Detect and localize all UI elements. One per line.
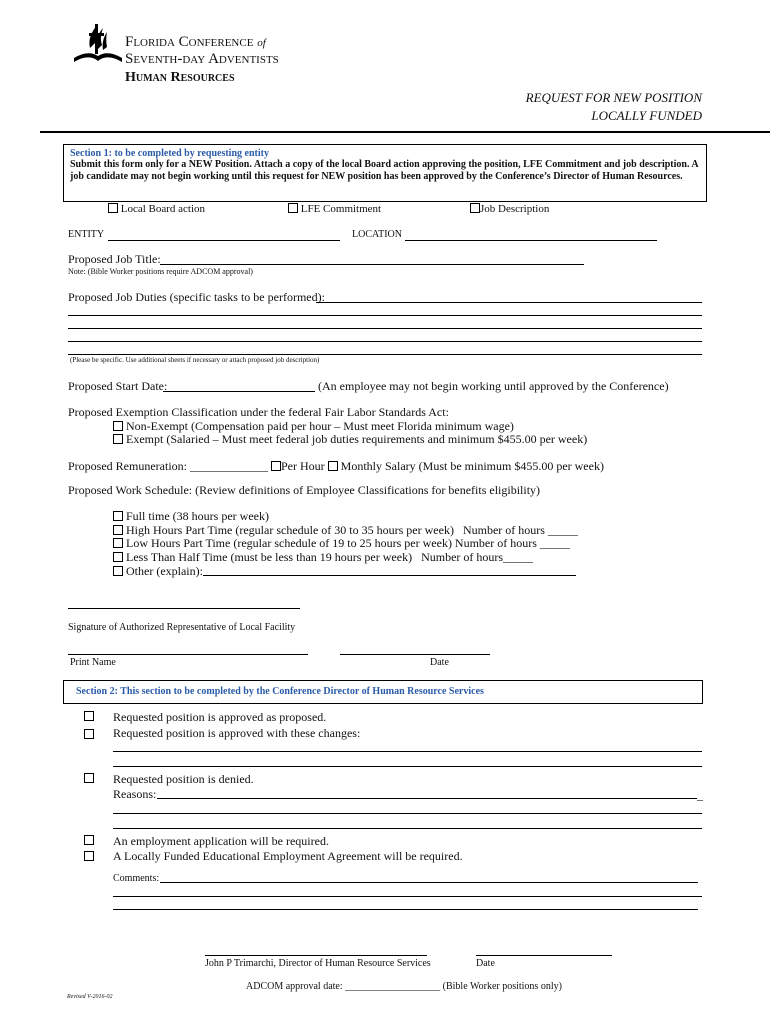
reasons-field[interactable] [157,798,697,799]
schedule-option [113,536,570,551]
print-name-field[interactable] [68,654,308,655]
duties-field[interactable] [316,302,702,303]
checkbox[interactable] [113,552,123,562]
exemption-option [113,432,587,447]
checkbox[interactable] [84,851,94,861]
start-date-note: (An employee may not begin working until approved by the Conference) [318,379,669,393]
duties-label: Proposed Job Duties (specific tasks to be performed): [68,290,325,304]
schedule-option [113,550,533,565]
reasons-tail: _ [697,788,703,802]
start-date-label: Proposed Start Date: [68,379,168,393]
header-rule [40,131,770,133]
print-name-label: Print Name [70,657,116,668]
duties-line[interactable] [68,341,702,342]
option-label: Less Than Half Time (must be less than 19 hours per week) Number of hours_____ [126,550,534,564]
date-field[interactable] [340,654,490,655]
location-label: LOCATION [352,229,402,240]
attachment-label: Job Description [480,203,550,215]
adcom-note: (Bible Worker positions only) [442,981,562,992]
checkbox[interactable] [328,461,338,471]
comments-label: Comments: [113,873,160,884]
option-label: Full time (38 hours per week) [126,509,269,523]
changes-line[interactable] [113,766,702,767]
comments-line[interactable] [113,909,698,910]
per-hour-label: Per Hour [280,459,325,473]
entity-field[interactable] [108,240,340,241]
church-logo-icon [72,22,124,68]
checkbox[interactable] [113,538,123,548]
duties-line[interactable] [68,354,702,355]
document-title [402,89,702,125]
approved-changes-label: Requested position is approved with these changes: [113,726,361,740]
entity-label: ENTITY [68,229,105,240]
adcom-row [246,981,562,992]
attachment-board [108,203,205,215]
denied-label: Requested position is denied. [113,772,254,786]
start-date-field[interactable] [163,391,315,392]
org-line1-of: of [257,37,266,49]
option-label: Non-Exempt (Compensation paid per hour – Must meet Florida minimum wage) [126,419,514,433]
adcom-field[interactable]: ___________________ [345,981,441,992]
comments-field[interactable] [160,882,698,883]
attachment-jobdesc [470,203,549,215]
director-label: John P Trimarchi, Director of Human Resource Services [205,958,431,969]
signature-label: Signature of Authorized Representative of Local Facility [68,622,296,633]
remuneration-field[interactable]: _____________ [189,459,268,473]
employment-app-label: An employment application will be required. [113,834,329,848]
checkbox[interactable] [84,729,94,739]
section2-heading: Section 2: This section to be completed by the Conference Director of Human Resource Services [76,686,484,697]
checkbox[interactable] [84,711,94,721]
lfe-agreement-label: A Locally Funded Educational Employment Agreement will be required. [113,849,463,863]
monthly-salary-label: Monthly Salary (Must be minimum $455.00 per week) [340,459,604,473]
adcom-label: ADCOM approval date: [246,981,343,992]
section1-instructions: Submit this form only for a NEW Position. Attach a copy of the local Board action approving the position, LFE Commitment and job description. A job candidate may not begin working until this request for NEW position has been approved by the Conference’s Director of Human Resources. [70,159,699,182]
org-name [125,34,279,67]
checkbox[interactable] [288,203,298,213]
schedule-option [113,509,269,524]
org-line2: Seventh-day Adventists [125,51,279,67]
date-label: Date [430,657,449,668]
attachment-label: Local Board action [120,203,206,215]
attachment-lfe [288,203,381,215]
duties-line[interactable] [68,328,702,329]
section2-box [63,680,703,704]
remuneration-label: Proposed Remuneration: [68,459,187,473]
checkbox[interactable] [113,434,123,444]
checkbox[interactable] [113,421,123,431]
job-title-field[interactable] [160,264,584,265]
schedule-label: Proposed Work Schedule: (Review definitions of Employee Classifications for benefits eligibility) [68,483,541,497]
section1-box [63,144,707,202]
remuneration-row [68,459,604,474]
option-label: Other (explain): [126,564,203,578]
reasons-line[interactable] [113,813,702,814]
checkbox[interactable] [113,525,123,535]
checkbox[interactable] [271,461,281,471]
exemption-label: Proposed Exemption Classification under the federal Fair Labor Standards Act: [68,405,449,419]
option-label: Low Hours Part Time (regular schedule of 19 to 25 hours per week) Number of hours _____ [126,536,570,550]
duties-line[interactable] [68,315,702,316]
changes-line[interactable] [113,751,702,752]
checkbox[interactable] [470,203,480,213]
location-field[interactable] [405,240,657,241]
reasons-line[interactable] [113,828,702,829]
checkbox[interactable] [113,511,123,521]
checkbox[interactable] [84,773,94,783]
option-label: High Hours Part Time (regular schedule of 30 to 35 hours per week) Number of hours _____ [126,523,578,537]
director-date-label: Date [476,958,495,969]
checkbox[interactable] [84,835,94,845]
signature-field[interactable] [68,608,300,609]
job-title-label: Proposed Job Title: [68,252,161,266]
director-signature-field[interactable] [205,955,427,956]
title-line1: REQUEST FOR NEW POSITION [525,90,702,105]
approved-label: Requested position is approved as proposed. [113,710,327,724]
comments-line[interactable] [113,896,702,897]
duties-note: (Please be specific. Use additional sheets if necessary or attach proposed job description) [70,356,320,364]
department-name: Human Resources [125,70,235,85]
checkbox[interactable] [108,203,118,213]
revision-note: Revised V-2016-02 [67,994,113,1000]
title-line2: LOCALLY FUNDED [591,108,702,123]
job-title-note: Note: (Bible Worker positions require ADCOM approval) [68,267,253,276]
other-explain-field[interactable] [203,575,576,576]
reasons-label: Reasons: [113,787,157,801]
checkbox[interactable] [113,566,123,576]
org-line1: Florida Conference [125,34,254,50]
schedule-option [113,564,203,579]
section1-heading: Section 1: to be completed by requesting entity [70,148,269,159]
attachment-label: LFE Commitment [300,203,382,215]
option-label: Exempt (Salaried – Must meet federal job duties requirements and minimum $455.00 per week) [126,432,588,446]
director-date-field[interactable] [476,955,612,956]
